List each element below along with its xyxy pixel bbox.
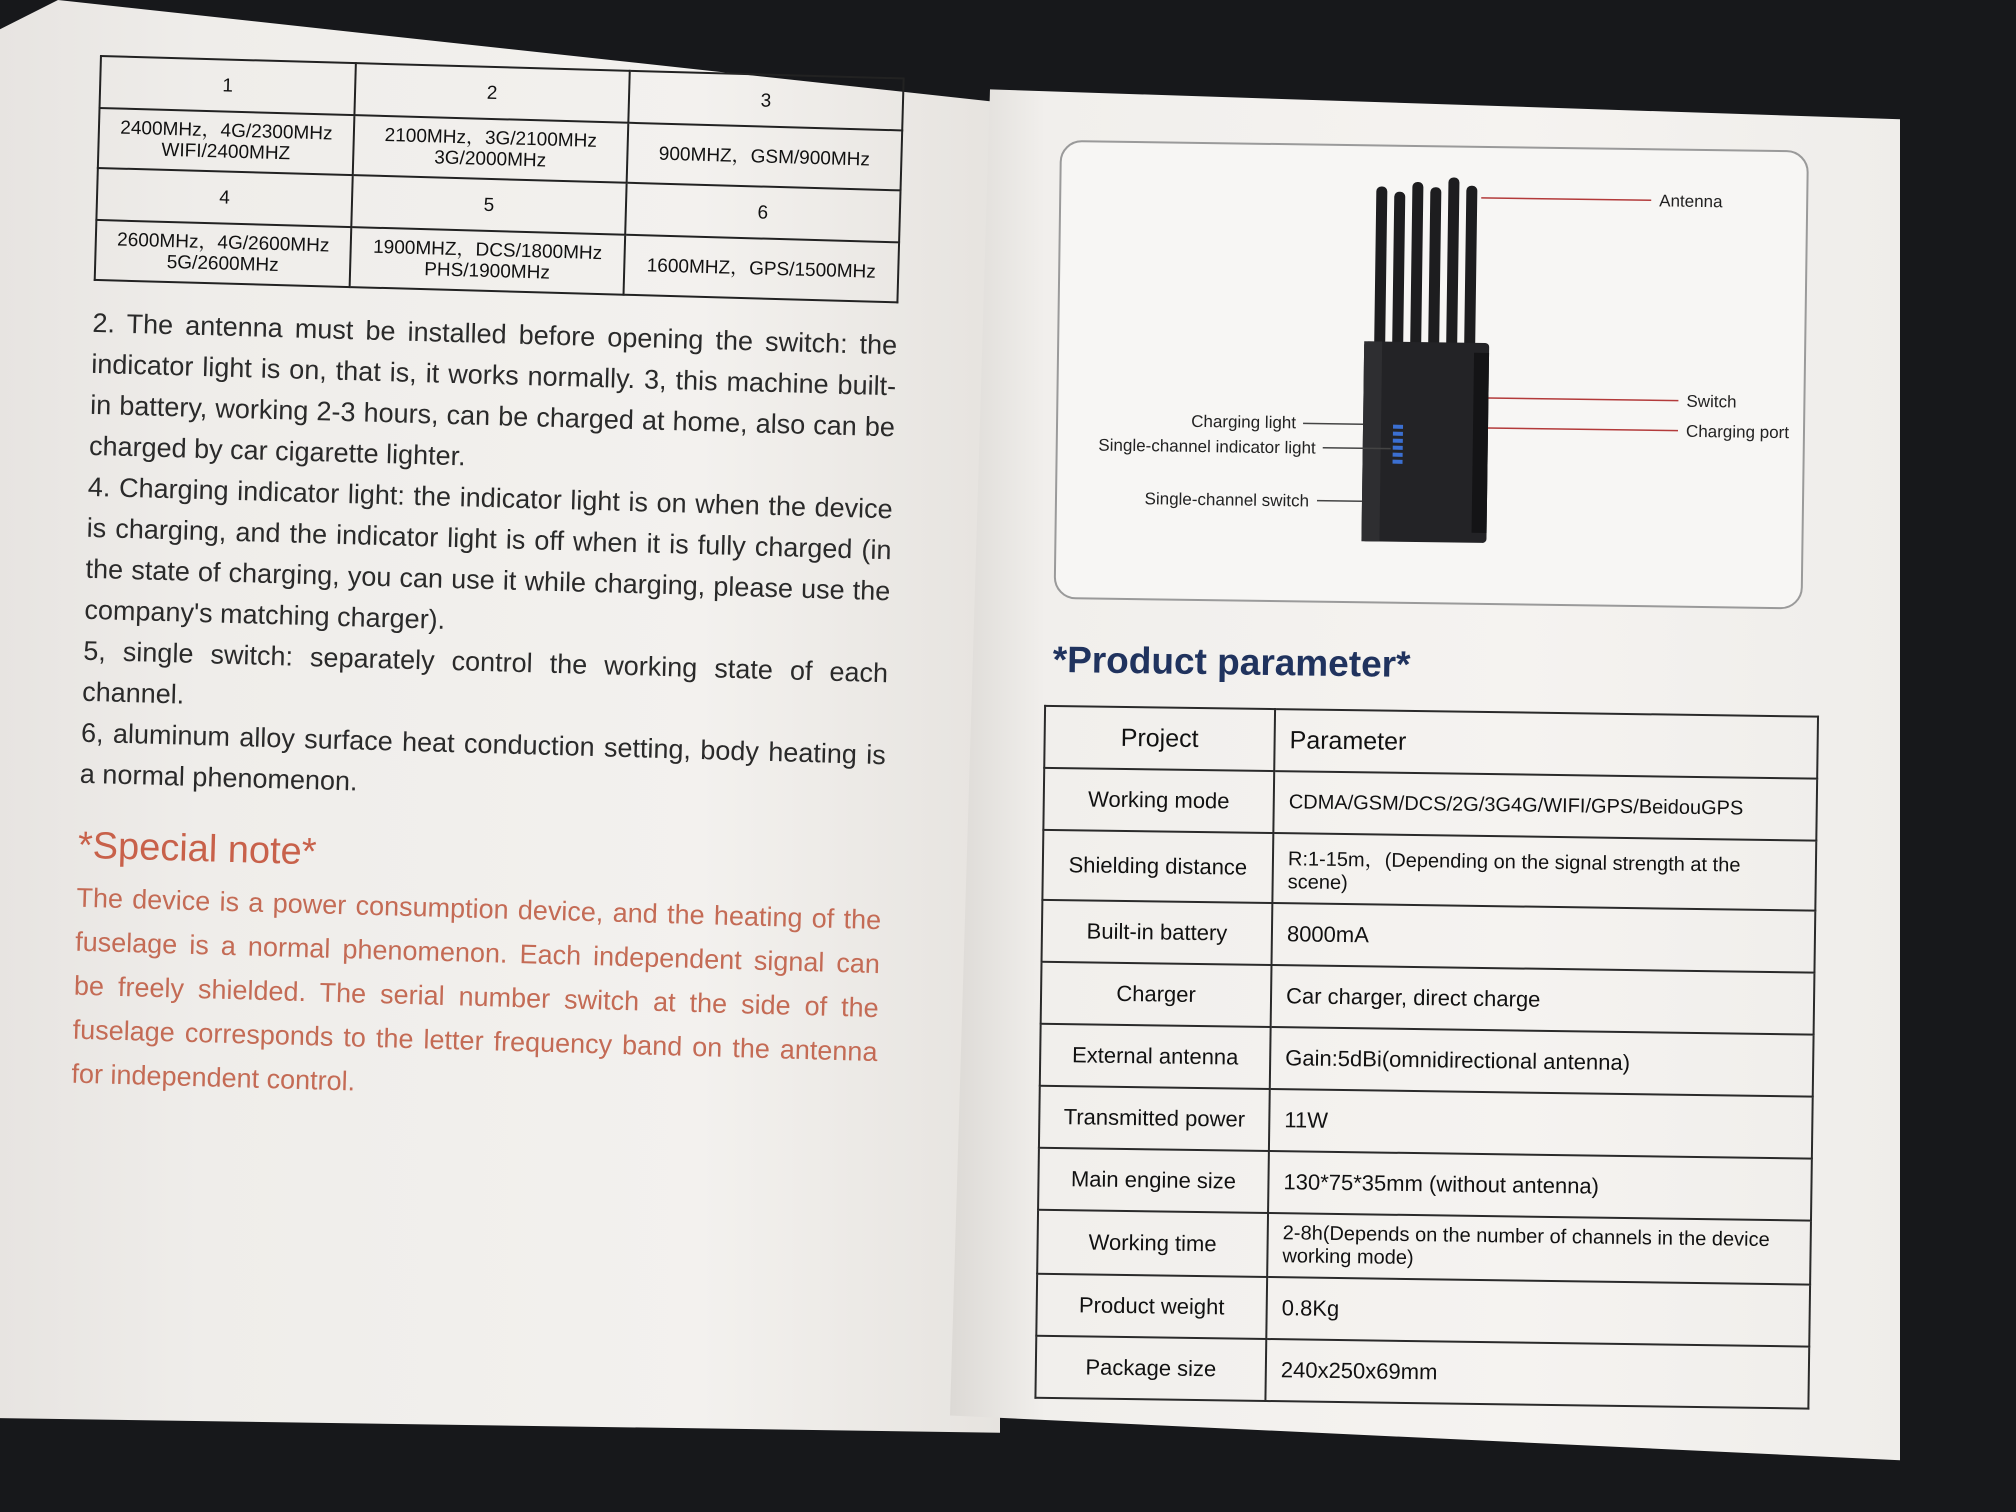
label-indicator-light: Single-channel indicator light: [1098, 435, 1316, 458]
channel-number: 1: [100, 56, 356, 115]
channel-number: 3: [628, 71, 903, 131]
param-value: 130*75*35mm (without antenna): [1268, 1151, 1812, 1221]
channel-band: 2100MHz，3G/2100MHz 3G/2000MHz: [353, 115, 629, 183]
channel-number: 4: [96, 168, 352, 227]
label-channel-switch: Single-channel switch: [1144, 489, 1310, 511]
paragraph-aluminum: 6, aluminum alloy surface heat conduction setting, body heating is a normal phenomenon.: [79, 717, 887, 797]
param-label: Package size: [1035, 1336, 1266, 1401]
param-value: 11W: [1269, 1089, 1813, 1159]
channel-number: 2: [354, 63, 629, 123]
device-illustration: [1056, 142, 1807, 607]
param-label: Working time: [1037, 1210, 1268, 1277]
table-row: [1041, 962, 1815, 1035]
channel-band: 2600MHz，4G/2600MHz 5G/2600MHz: [95, 220, 352, 287]
special-note-text: The device is a power consumption device, and the heating of the fuselage is a normal phenomenon. Each independent signal can be freely shielded. The serial number switch at the side of the fuselage corresponds to the letter frequency band on the antenna for independent control.: [71, 882, 882, 1097]
param-label: Built-in battery: [1042, 900, 1273, 965]
param-label: Working mode: [1043, 768, 1274, 833]
product-parameter-title: *Product parameter*: [1052, 638, 1411, 685]
label-charging-port: Charging port: [1685, 421, 1790, 443]
param-label: Charger: [1041, 962, 1272, 1027]
channel-band: 2400MHz，4G/2300MHz WIFI/2400MHZ: [98, 108, 355, 175]
param-value: 8000mA: [1272, 903, 1816, 973]
param-label: Main engine size: [1038, 1148, 1269, 1213]
param-label: Transmitted power: [1039, 1086, 1270, 1151]
param-label: Product weight: [1036, 1274, 1267, 1339]
paragraph-antenna: 2. The antenna must be installed before opening the switch: the indicator light is on, that is, it works normally. 3, this machine built-in battery, working 2-3 hours, can be charged at home, also can be charged by car cigarette lighter.: [88, 307, 898, 472]
channel-band: 1900MHZ，DCS/1800MHz PHS/1900MHz: [350, 227, 626, 295]
table-row: [1038, 1148, 1812, 1221]
table-row: [1036, 1274, 1810, 1347]
parameter-table: [1034, 705, 1819, 1410]
device-diagram: [1054, 140, 1809, 609]
instructions-text: [79, 303, 897, 817]
label-switch: Switch: [1686, 391, 1737, 412]
header-parameter: Parameter: [1274, 709, 1818, 779]
paragraph-single-switch: 5, single switch: separately control the working state of each channel.: [81, 635, 889, 710]
table-row: [1040, 1024, 1814, 1097]
param-value: CDMA/GSM/DCS/2G/3G4G/WIFI/GPS/BeidouGPS: [1273, 771, 1817, 841]
label-charging-light: Charging light: [1191, 411, 1297, 433]
table-row: [1042, 900, 1816, 973]
paragraph-charging-light: 4. Charging indicator light: the indicator light is on when the device is charging, and the indicator light is off when it is fully charged (in the state of charging, you can use it while charging, please use the company's matching charger).: [84, 471, 894, 635]
table-row: [1035, 1336, 1809, 1409]
table-row: [1037, 1210, 1811, 1285]
param-value: R:1-15m，(Depending on the signal strength at the scene): [1272, 833, 1816, 911]
table-row: [1039, 1086, 1813, 1159]
param-value: Car charger, direct charge: [1271, 965, 1815, 1035]
param-value: Gain:5dBi(omnidirectional antenna): [1270, 1027, 1814, 1097]
param-value: 0.8Kg: [1266, 1277, 1810, 1347]
param-label: Shielding distance: [1042, 830, 1273, 903]
left-page-content: [71, 55, 940, 1119]
special-note-title: *Special note*: [77, 824, 318, 874]
channel-band: 1600MHZ，GPS/1500MHz: [623, 235, 899, 303]
channel-number: 5: [351, 175, 626, 235]
label-antenna: Antenna: [1659, 191, 1723, 212]
frequency-table: [94, 55, 905, 303]
antenna-icon: [1374, 176, 1477, 347]
table-row: [1043, 768, 1817, 841]
right-page-content: [1042, 140, 1820, 1409]
header-project: Project: [1044, 706, 1275, 771]
channel-number: 6: [625, 183, 900, 243]
channel-band: 900MHZ，GSM/900MHz: [627, 123, 903, 191]
param-label: External antenna: [1040, 1024, 1271, 1089]
param-value: 240x250x69mm: [1265, 1339, 1809, 1409]
table-row: [1042, 830, 1816, 911]
param-value: 2-8h(Depends on the number of channels in the device working mode): [1267, 1213, 1811, 1285]
table-header-row: [1044, 706, 1818, 779]
